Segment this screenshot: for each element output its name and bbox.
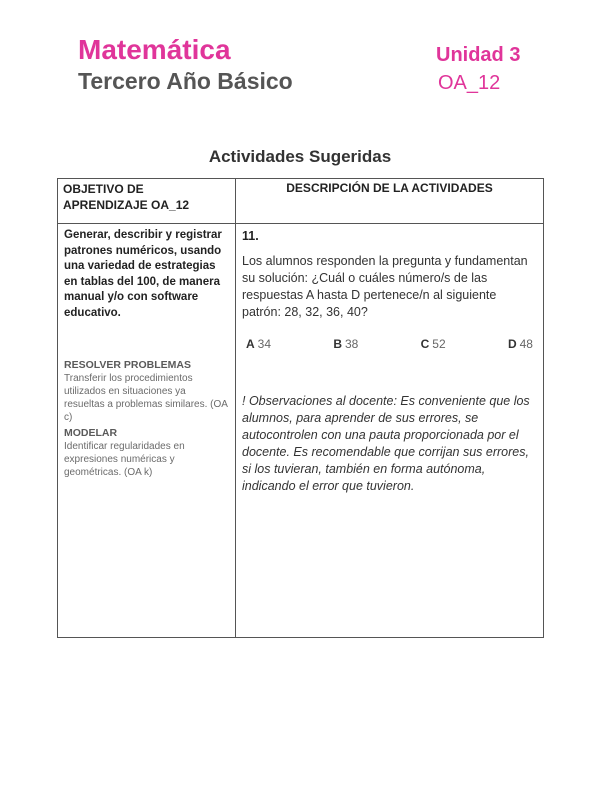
subject-title: Matemática xyxy=(78,34,231,65)
description-cell xyxy=(236,224,544,638)
grade-title: Tercero Año Básico xyxy=(78,68,293,94)
skill-desc: Transferir los procedimientos utilizados en situaciones ya resueltas a problemas similares. (OA c) xyxy=(64,373,228,423)
question-text: Los alumnos responden la pregunta y fundamentan su solución: ¿Cuál o cuáles número/s de las respuestas A hasta D pertenece/n al siguiente patrón: 28, 32, 36, 40? xyxy=(242,254,528,319)
objective-text: Generar, describir y registrar patrones numéricos, usando una variedad de estrategias en tablas del 100, de manera manual y/o con software educativo. xyxy=(64,229,222,319)
skills-block xyxy=(64,359,229,479)
header-objective: OBJETIVO DE APRENDIZAJE OA_12 xyxy=(58,179,236,224)
answer-options xyxy=(242,337,537,351)
option-c: C 52 xyxy=(420,337,446,351)
section-title: Actividades Sugeridas xyxy=(208,147,392,166)
activity-number: 11. xyxy=(242,229,259,243)
table-row xyxy=(58,224,544,638)
skill-name: MODELAR xyxy=(64,427,118,439)
teacher-note: ! Observaciones al docente: Es conveniente que los alumnos, para aprender de sus errores, se autocontrolen con una pauta proporcionada por el docente. Es recomendable que corrijan sus errores, si los tuvieran, también en forma autónoma, indicando el error que tuvieron. xyxy=(242,394,530,493)
option-a: A 34 xyxy=(246,337,272,351)
option-d: D 48 xyxy=(507,337,533,351)
objective-cell xyxy=(58,224,236,638)
header-description: DESCRIPCIÓN DE LA ACTIVIDADES xyxy=(236,179,544,224)
oa-label: OA_12 xyxy=(438,72,501,94)
activities-table xyxy=(57,178,544,638)
unit-label: Unidad 3 xyxy=(436,44,521,66)
skill-desc: Identificar regularidades en expresiones numéricas y geométricas. (OA k) xyxy=(64,441,185,478)
option-b: B 38 xyxy=(333,337,359,351)
skill-name: RESOLVER PROBLEMAS xyxy=(64,359,191,371)
table-header-row xyxy=(58,179,544,224)
